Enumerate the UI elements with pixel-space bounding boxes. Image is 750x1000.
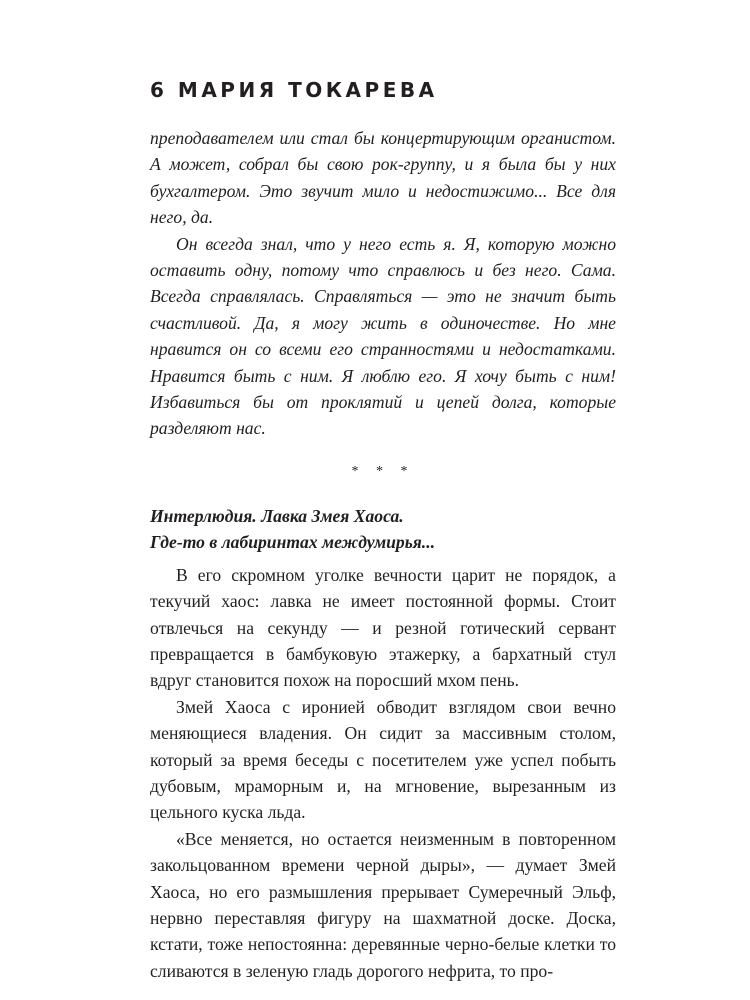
paragraph: «Все меняется, но остается неизменным в повторенном закольцованном времени черной дыры», — думает Змей Хаоса, но его размышления прерывает Сумеречный Эльф, нервно переставляя фигуру на шахматной доске. Доска, кстати, тоже непостоянна: деревянные черно-белые клетки то сливаются в зеленую гладь дорогого нефрита, то про- [150, 828, 616, 981]
page-number: 6 [150, 78, 164, 102]
body-text [150, 125, 616, 984]
book-page [150, 70, 616, 984]
interlude-heading [150, 503, 616, 556]
section-separator: * * * [351, 463, 415, 479]
author-name: МАРИЯ ТОКАРЕВА [177, 78, 438, 102]
paragraph: Он всегда знал, что у него есть я. Я, которую можно оставить одну, потому что справлюсь и без него. Сама. Всегда справлялась. Справляться — это не значит быть счастливой. Да, я могу жить в одиночестве. Но мне нравится он со всеми его странностями и недостатками. Нравится быть с ним. Я люблю его. Я хочу быть с ним! Избавиться бы от проклятий и цепей долга, которые разделяют нас. [150, 233, 616, 439]
running-head [150, 76, 616, 104]
paragraph: Змей Хаоса с иронией обводит взглядом свои вечно меняющиеся владения. Он сидит за массивным столом, который за время беседы с посетителем уже успел побыть дубовым, мраморным и, на мгновение, вырезанным из цельного куска льда. [150, 696, 616, 823]
paragraph: В его скромном уголке вечности царит не порядок, а текучий хаос: лавка не имеет постоянной формы. Стоит отвлечься на секунду — и резной готический сервант превращается в бамбуковую этажерку, а бархатный стул вдруг становится похож на поросший мхом пень. [150, 564, 616, 691]
interlude-title: Интерлюдия. Лавка Змея Хаоса. [150, 505, 404, 526]
interlude-subtitle: Где-то в лабиринтах междумирья... [150, 532, 436, 553]
paragraph-continued: преподавателем или стал бы концертирующим органистом. А может, собрал бы свою рок-группу, и я была бы у них бухгалтером. Это звучит мило и недостижимо... Все для него, да. [150, 128, 616, 228]
